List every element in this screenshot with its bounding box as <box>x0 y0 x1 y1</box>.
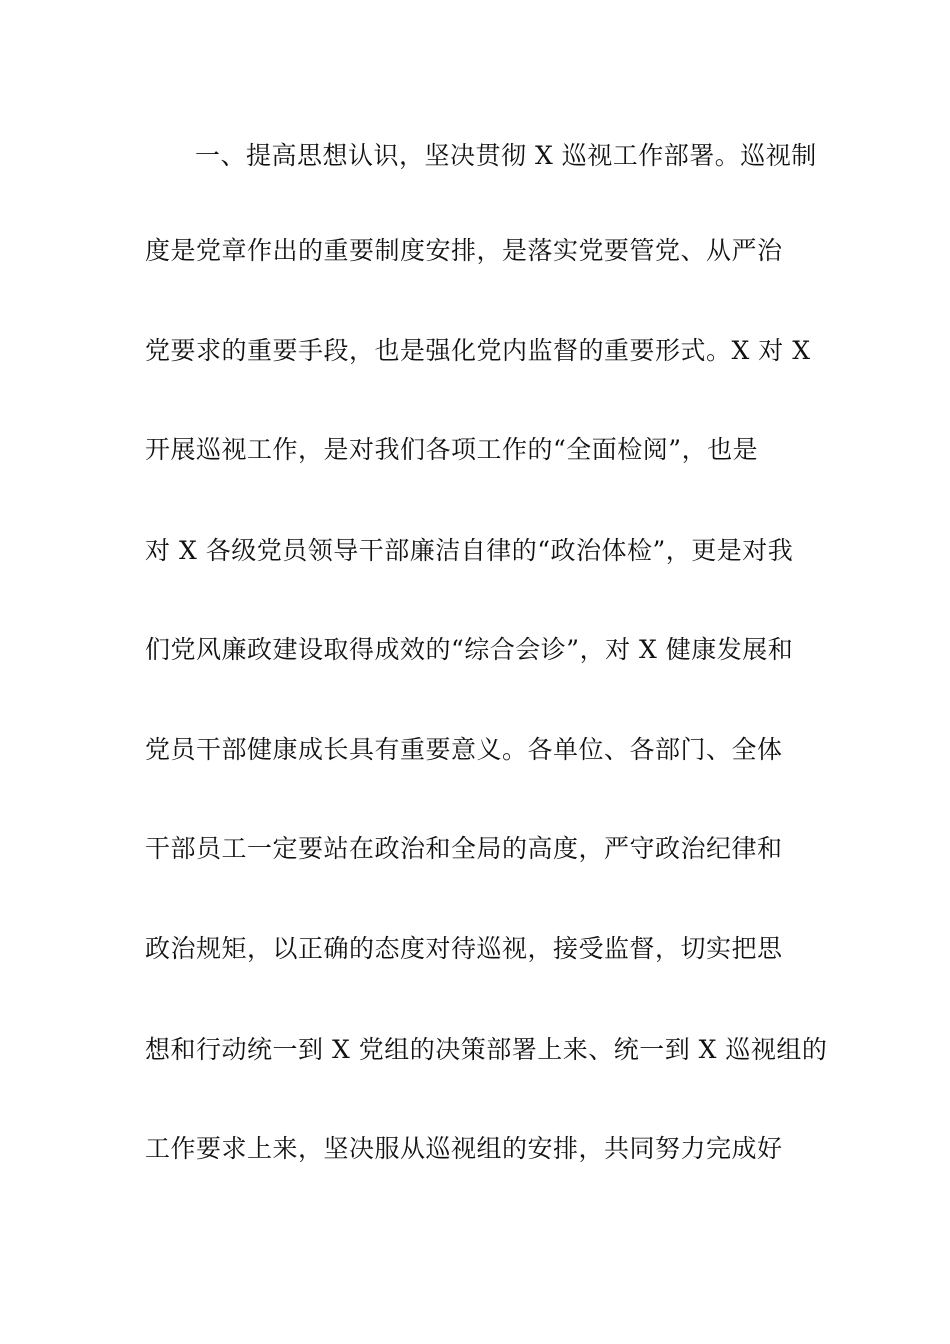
paragraph-line-8: 干部员工一定要站在政治和全局的高度，严守政治纪律和 <box>145 834 783 863</box>
paragraph-line-7: 党员干部健康成长具有重要意义。各单位、各部门、全体 <box>145 735 783 764</box>
paragraph-line-5: 对 X 各级党员领导干部廉洁自律的“政治体检”，更是对我 <box>145 536 794 565</box>
paragraph-line-6: 们党风廉政建设取得成效的“综合会诊”，对 X 健康发展和 <box>145 635 794 664</box>
paragraph-line-3: 党要求的重要手段，也是强化党内监督的重要形式。X 对 X <box>145 336 811 365</box>
paragraph-line-1: 一、提高思想认识，坚决贯彻 X 巡视工作部署。巡视制 <box>195 141 817 170</box>
paragraph-line-10: 想和行动统一到 X 党组的决策部署上来、统一到 X 巡视组的 <box>145 1035 828 1064</box>
paragraph-line-4: 开展巡视工作，是对我们各项工作的“全面检阅”，也是 <box>145 435 759 464</box>
paragraph-line-11: 工作要求上来，坚决服从巡视组的安排，共同努力完成好 <box>145 1134 783 1163</box>
paragraph-line-2: 度是党章作出的重要制度安排，是落实党要管党、从严治 <box>145 236 783 265</box>
paragraph-line-9: 政治规矩，以正确的态度对待巡视，接受监督，切实把思 <box>145 934 783 963</box>
